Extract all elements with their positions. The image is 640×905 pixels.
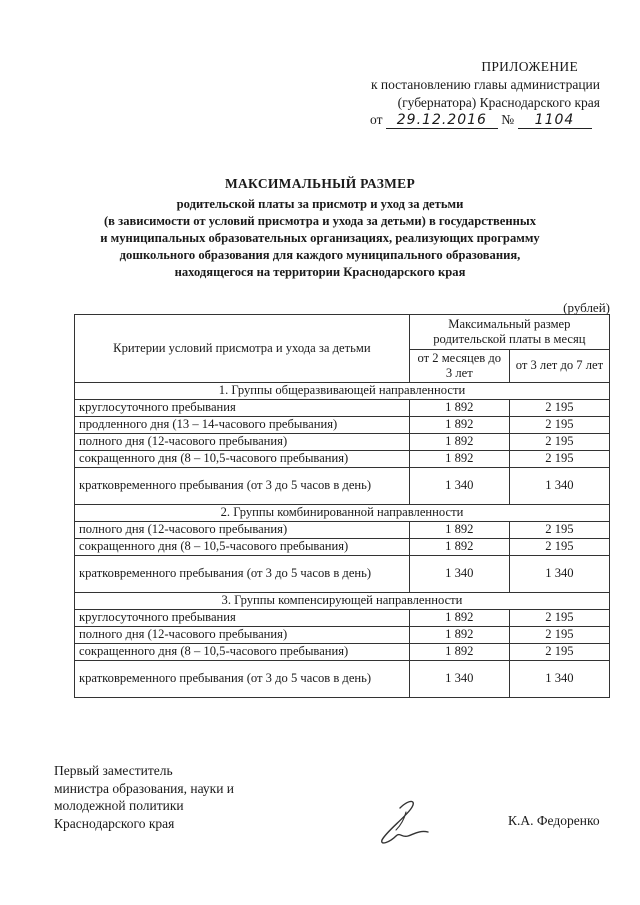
row-value-young: 1 892 [409, 627, 509, 644]
subtitle-line: родительской платы за присмотр и уход за детьми [176, 197, 464, 211]
header-max-fee: Максимальный размер родительской платы в месяц [409, 315, 609, 350]
table-row [75, 610, 610, 627]
signatory-position-line: молодежной политики [54, 798, 184, 813]
row-value-young: 1 892 [409, 451, 509, 468]
signatory-position-line: министра образования, науки и [54, 780, 235, 796]
row-value-young: 1 340 [409, 661, 509, 698]
row-value-young: 1 892 [409, 417, 509, 434]
subtitle-line: (в зависимости от условий присмотра и ухода за детьми) в государственных [103, 214, 537, 228]
row-value-young: 1 892 [409, 610, 509, 627]
row-criteria: сокращенного дня (8 – 10,5-часового пребывания) [75, 451, 410, 468]
row-value-older: 2 195 [509, 539, 609, 556]
appendix-date-line [370, 112, 592, 129]
handwritten-date: 29.12.2016 [386, 112, 498, 129]
row-value-older: 1 340 [509, 556, 609, 593]
appendix-block [300, 58, 600, 112]
row-criteria: круглосуточного пребывания [75, 400, 410, 417]
row-value-young: 1 340 [409, 468, 509, 505]
header-age-3y-7y: от 3 лет до 7 лет [509, 350, 609, 383]
table-row [75, 556, 610, 593]
table-row [75, 644, 610, 661]
signatory-position-line: Краснодарского края [54, 815, 175, 831]
table-row [75, 468, 610, 505]
row-criteria: кратковременного пребывания (от 3 до 5 часов в день) [75, 556, 410, 593]
table-row [75, 627, 610, 644]
number-prefix: № [501, 112, 515, 127]
appendix-line-2: (губернатора) Краснодарского края [397, 95, 600, 110]
subtitle-line: дошкольного образования для каждого муниципального образования, [119, 248, 521, 262]
fee-table [74, 314, 610, 698]
row-value-older: 2 195 [509, 451, 609, 468]
table-row [75, 434, 610, 451]
units-note: (рублей) [563, 300, 610, 315]
group-title: 1. Группы общеразвивающей направленности [75, 383, 610, 400]
header-age-2m-3y: от 2 месяцев до 3 лет [409, 350, 509, 383]
row-value-older: 2 195 [509, 417, 609, 434]
signatory-name: К.А. Федоренко [508, 813, 600, 828]
table-row [75, 522, 610, 539]
row-value-older: 2 195 [509, 610, 609, 627]
row-value-older: 2 195 [509, 522, 609, 539]
group-title: 3. Группы компенсирующей направленности [75, 593, 610, 610]
row-value-older: 2 195 [509, 434, 609, 451]
row-criteria: полного дня (12-часового пребывания) [75, 627, 410, 644]
table-row [75, 417, 610, 434]
table-row [75, 661, 610, 698]
document-subtitle [70, 196, 570, 281]
row-value-young: 1 892 [409, 522, 509, 539]
group-title: 2. Группы комбинированной направленности [75, 505, 610, 522]
row-criteria: полного дня (12-часового пребывания) [75, 522, 410, 539]
row-value-young: 1 892 [409, 644, 509, 661]
table-row [75, 451, 610, 468]
row-criteria: сокращенного дня (8 – 10,5-часового пребывания) [75, 644, 410, 661]
row-value-older: 2 195 [509, 400, 609, 417]
handwritten-number: 1104 [518, 112, 592, 129]
appendix-line-1: к постановлению главы администрации [370, 77, 600, 92]
row-value-older: 2 195 [509, 644, 609, 661]
row-criteria: продленного дня (13 – 14-часового пребывания) [75, 417, 410, 434]
table-row [75, 400, 610, 417]
row-criteria: кратковременного пребывания (от 3 до 5 часов в день) [75, 661, 410, 698]
document-title: МАКСИМАЛЬНЫЙ РАЗМЕР [224, 176, 416, 191]
row-value-older: 1 340 [509, 468, 609, 505]
row-value-young: 1 340 [409, 556, 509, 593]
row-value-older: 2 195 [509, 627, 609, 644]
date-prefix: от [370, 112, 383, 127]
row-value-older: 1 340 [509, 661, 609, 698]
signatory-position-line: Первый заместитель [54, 763, 173, 778]
row-criteria: полного дня (12-часового пребывания) [75, 434, 410, 451]
appendix-title: ПРИЛОЖЕНИЕ [481, 59, 578, 74]
signatory-position [54, 762, 234, 832]
row-criteria: кратковременного пребывания (от 3 до 5 часов в день) [75, 468, 410, 505]
row-value-young: 1 892 [409, 400, 509, 417]
subtitle-line: и муниципальных образовательных организациях, реализующих программу [100, 231, 540, 245]
row-criteria: сокращенного дня (8 – 10,5-часового пребывания) [75, 539, 410, 556]
header-criteria: Критерии условий присмотра и ухода за детьми [75, 315, 410, 383]
subtitle-line: находящегося на территории Краснодарского края [174, 265, 466, 279]
row-value-young: 1 892 [409, 539, 509, 556]
table-row [75, 539, 610, 556]
row-value-young: 1 892 [409, 434, 509, 451]
handwritten-signature-icon [366, 790, 446, 850]
row-criteria: круглосуточного пребывания [75, 610, 410, 627]
